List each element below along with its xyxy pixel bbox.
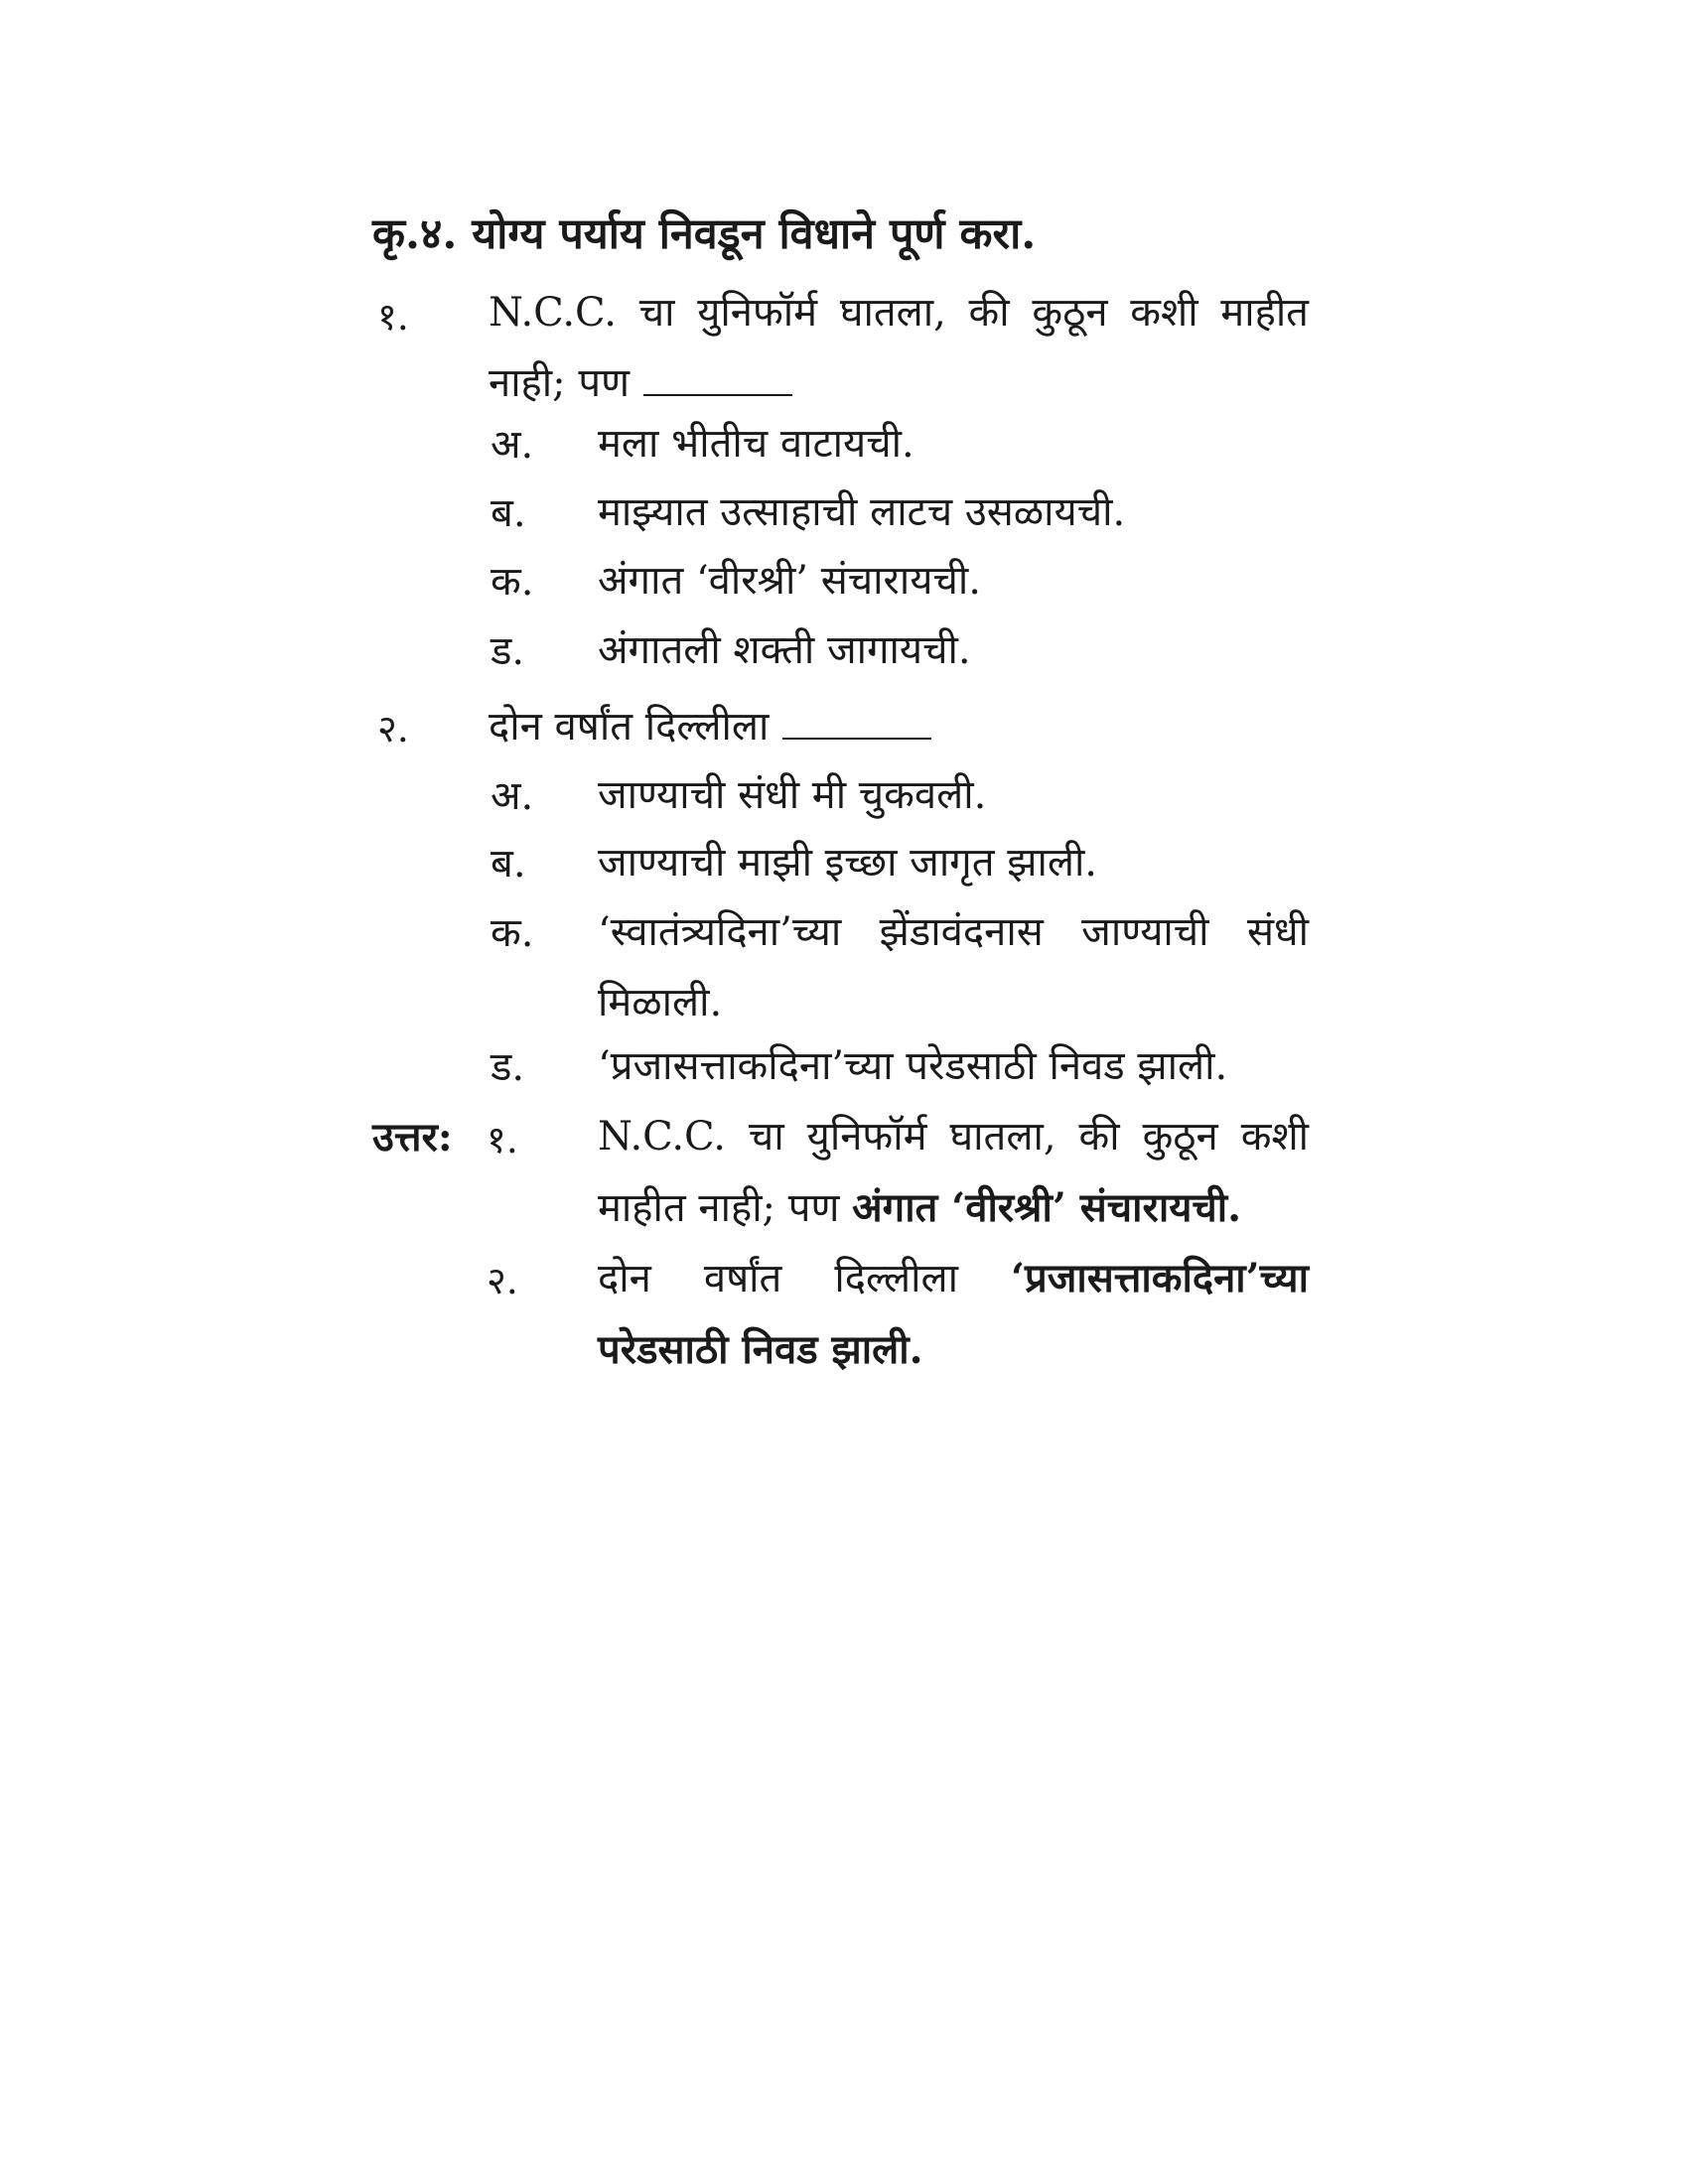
question-2-option-b-text: जाण्याची माझी इच्छा जागृत झाली. [598, 840, 1098, 886]
question-1-option-a-text: मला भीतीच वाटायची. [598, 421, 914, 467]
question-1-stem-text: N.C.C. चा युनिफॉर्म घातला, की कुठून कशी माहीत नाही; पण [489, 290, 1309, 406]
question-2-stem-text: दोन वर्षांत दिल्लीला [489, 704, 770, 750]
question-2-blank [782, 737, 931, 740]
answer-label: उत्तर: [372, 1114, 453, 1160]
answer-1-number: १. [487, 1118, 518, 1161]
question-1-option-d-text: अंगातली शक्ती जागायची. [598, 627, 971, 673]
answer-1-bold: अंगात ‘वीरश्री’ संचारायची. [852, 1184, 1242, 1231]
answer-2-number: २. [487, 1259, 518, 1302]
answer-2-prefix: दोन वर्षांत दिल्लीला [598, 1256, 958, 1301]
answer-2-text [598, 1243, 1309, 1386]
question-2-number: २. [377, 707, 409, 751]
question-1-option-a-letter: अ. [491, 422, 534, 468]
answer-1-prefix: N.C.C. चा युनिफॉर्म घातला, की कुठून कशी माहीत नाही; पण [598, 1114, 1309, 1231]
answer-1-text [598, 1102, 1309, 1244]
question-1-option-c-text: अंगात ‘वीरश्री’ संचारायची. [598, 558, 981, 604]
question-2-option-d-letter: ड. [491, 1044, 525, 1090]
question-2-option-a-text: जाण्याची संधी मी चुकवली. [598, 772, 987, 818]
question-1-option-b-text: माझ्यात उत्साहाची लाटच उसळायची. [598, 489, 1126, 535]
question-1-option-d-letter: ड. [491, 628, 525, 674]
answer-2-bold: ‘प्रजासत्ताकदिना’च्या परेडसाठी निवड झाली. [598, 1255, 1309, 1373]
question-1-stem [489, 278, 1309, 419]
question-2-option-d-text: ‘प्रजासत्ताकदिना’च्या परेडसाठी निवड झाली. [598, 1043, 1228, 1089]
question-2-option-a-letter: अ. [491, 773, 534, 819]
question-2-option-b-letter: ब. [491, 841, 526, 887]
question-1-number: १. [377, 295, 409, 339]
question-2-option-c-letter: क. [491, 910, 534, 956]
question-2-stem [489, 692, 1309, 762]
question-1-blank [643, 393, 792, 396]
question-1-option-b-letter: ब. [491, 490, 526, 536]
question-1-option-c-letter: क. [491, 559, 534, 605]
question-heading: कृ.४. योग्य पर्याय निवडून विधाने पूर्ण करा. [372, 209, 1037, 259]
question-2-option-c-text: ‘स्वातंत्र्यदिना’च्या झेंडावंदनास जाण्याची संधी मिळाली. [598, 909, 1309, 1025]
